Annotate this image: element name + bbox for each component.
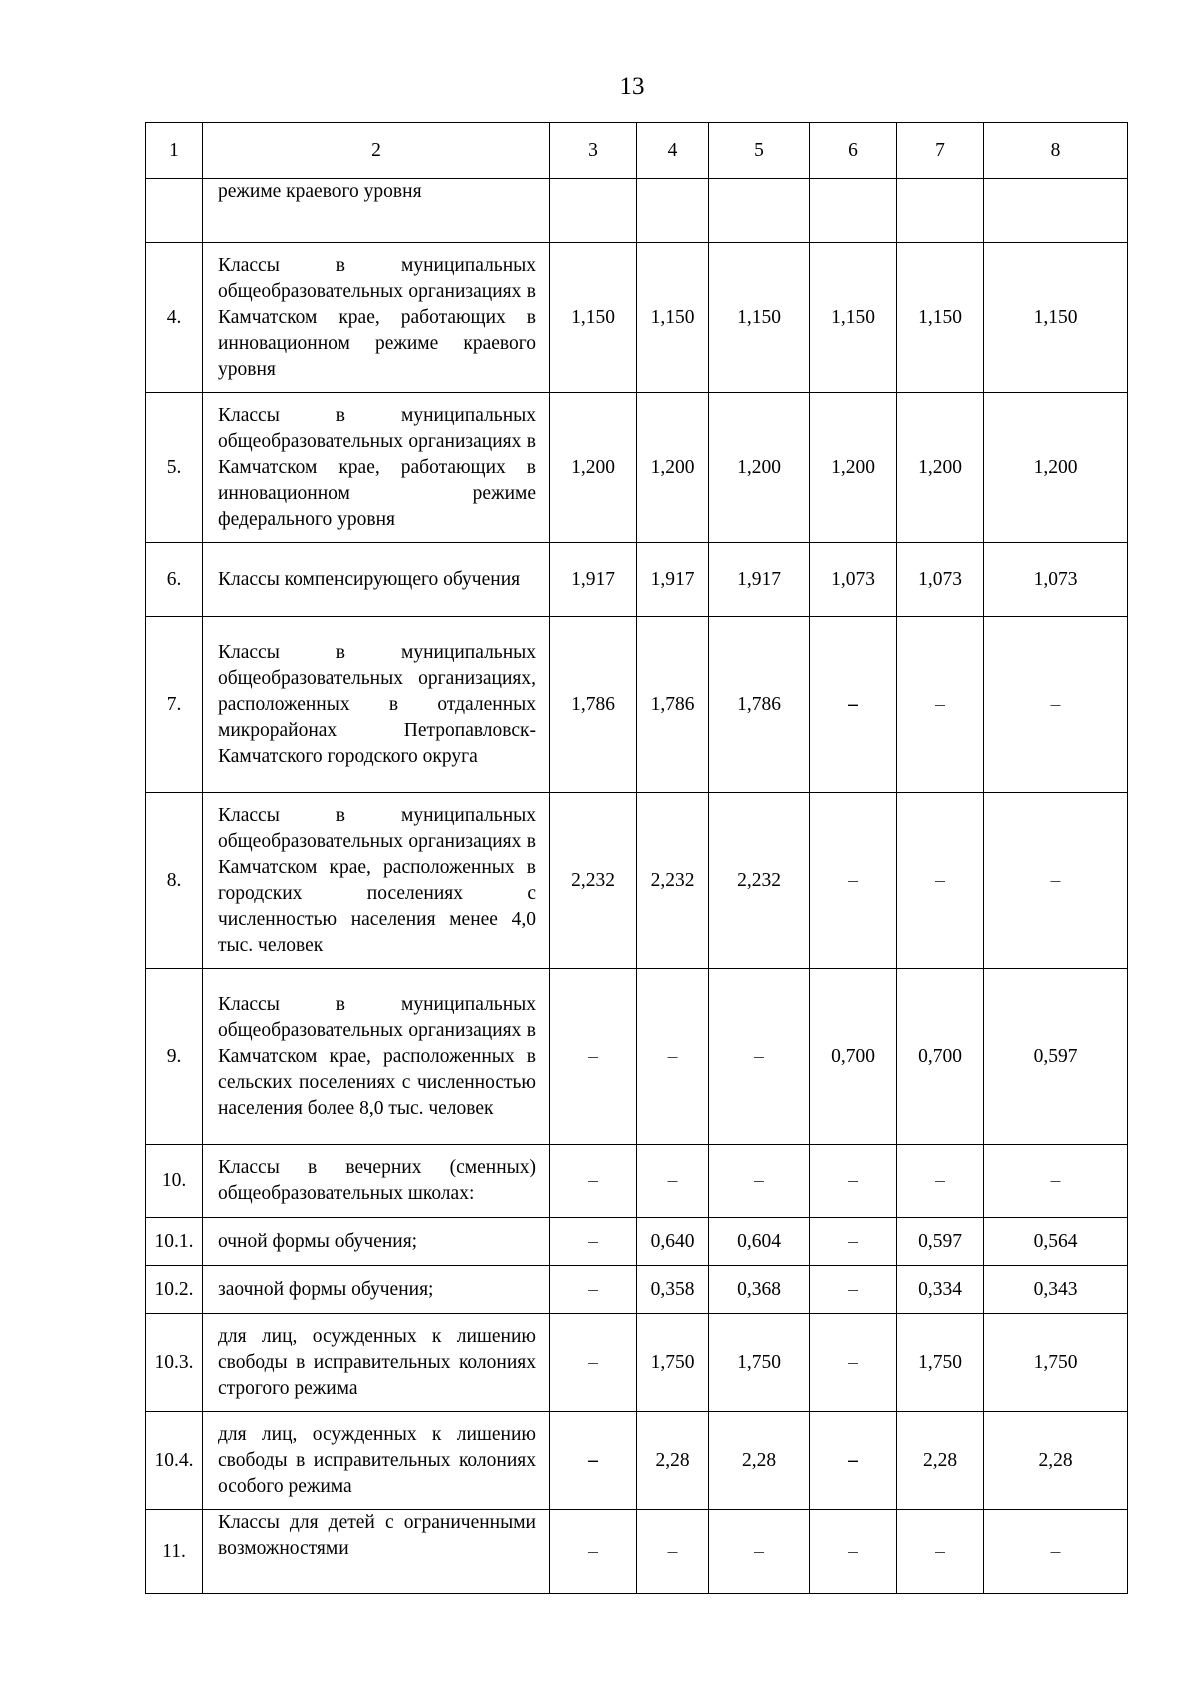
header-cell: 7 [897,123,984,179]
row-number: 8. [146,793,203,969]
row-number: 4. [146,243,203,393]
row-number: 9. [146,969,203,1145]
row-description: Классы в муниципальных общеобразовательных организациях, расположенных в отдаленных микрорайонах Петропавловск-Камчатского городского округа [203,617,550,793]
value-cell: 2,28 [897,1412,984,1510]
header-cell: 3 [550,123,637,179]
table-row [146,243,1128,393]
header-cell: 4 [637,123,709,179]
table-row [146,179,1128,243]
value-cell: – [637,1510,709,1594]
value-cell: – [550,969,637,1145]
value-cell: 2,28 [709,1412,810,1510]
row-description: Классы в муниципальных общеобразовательных организациях в Камчатском крае, работающих в инновационном режиме федерального уровня [203,393,550,543]
value-cell: – [810,1412,897,1510]
value-cell: 1,750 [897,1314,984,1412]
value-cell: 0,700 [897,969,984,1145]
table-row [146,1145,1128,1218]
row-description: Классы компенсирующего обучения [203,543,550,617]
table-row [146,1314,1128,1412]
value-cell: 1,200 [709,393,810,543]
value-cell: 1,073 [810,543,897,617]
table-body [146,179,1128,1594]
row-number: 10.1. [146,1218,203,1266]
value-cell [984,179,1128,243]
value-cell: – [810,617,897,793]
header-cell: 5 [709,123,810,179]
value-cell: 1,200 [550,393,637,543]
row-description: Классы в муниципальных общеобразовательных организациях в Камчатском крае, работающих в инновационном режиме краевого уровня [203,243,550,393]
row-description: Классы для детей с ограниченными возможностями [203,1510,550,1594]
header-cell: 2 [203,123,550,179]
value-cell: – [550,1145,637,1218]
value-cell: 1,786 [709,617,810,793]
row-description: режиме краевого уровня [203,179,550,243]
coefficients-table [145,122,1128,1594]
page-number: 13 [619,73,645,100]
table-row [146,617,1128,793]
value-cell: 1,917 [637,543,709,617]
value-cell: 0,334 [897,1266,984,1314]
value-cell [810,179,897,243]
value-cell: 0,597 [897,1218,984,1266]
row-number: 10. [146,1145,203,1218]
value-cell: 2,28 [984,1412,1128,1510]
table-row [146,1218,1128,1266]
row-number: 10.4. [146,1412,203,1510]
value-cell: 0,700 [810,969,897,1145]
row-number: 10.3. [146,1314,203,1412]
row-number: 7. [146,617,203,793]
value-cell: 1,750 [637,1314,709,1412]
value-cell: – [810,1314,897,1412]
value-cell [550,179,637,243]
value-cell: 1,073 [984,543,1128,617]
value-cell: – [550,1218,637,1266]
table-row [146,1266,1128,1314]
value-cell: 1,917 [709,543,810,617]
value-cell: – [709,1145,810,1218]
table-row [146,543,1128,617]
value-cell: – [810,1510,897,1594]
value-cell: 1,150 [897,243,984,393]
value-cell: 2,232 [550,793,637,969]
value-cell: 2,28 [637,1412,709,1510]
value-cell: – [984,793,1128,969]
value-cell: – [897,1145,984,1218]
value-cell: – [984,1145,1128,1218]
value-cell: 1,200 [810,393,897,543]
value-cell: 1,750 [709,1314,810,1412]
value-cell: 1,200 [984,393,1128,543]
value-cell: – [897,793,984,969]
value-cell: 1,073 [897,543,984,617]
table-row [146,1412,1128,1510]
value-cell [709,179,810,243]
row-description: заочной формы обучения; [203,1266,550,1314]
row-number: 5. [146,393,203,543]
value-cell: 1,200 [637,393,709,543]
value-cell: 1,750 [984,1314,1128,1412]
value-cell: 2,232 [637,793,709,969]
row-description: для лиц, осужденных к лишению свободы в исправительных колониях строгого режима [203,1314,550,1412]
table-row [146,1510,1128,1594]
value-cell: 1,150 [637,243,709,393]
value-cell: – [550,1266,637,1314]
table-row [146,969,1128,1145]
header-row [146,123,1128,179]
row-description: для лиц, осужденных к лишению свободы в исправительных колониях особого режима [203,1412,550,1510]
value-cell: – [810,793,897,969]
value-cell: – [810,1266,897,1314]
header-cell: 8 [984,123,1128,179]
row-number: 10.2. [146,1266,203,1314]
table-row [146,393,1128,543]
value-cell: 0,564 [984,1218,1128,1266]
value-cell: 0,368 [709,1266,810,1314]
row-description: Классы в муниципальных общеобразовательных организациях в Камчатском крае, расположенных в сельских поселениях с численностью населения более 8,0 тыс. человек [203,969,550,1145]
value-cell: – [637,1145,709,1218]
value-cell: 1,150 [810,243,897,393]
value-cell: 0,640 [637,1218,709,1266]
value-cell: 1,786 [550,617,637,793]
value-cell: – [550,1412,637,1510]
value-cell: 1,150 [550,243,637,393]
row-number [146,179,203,243]
value-cell: 1,200 [897,393,984,543]
value-cell: 1,150 [984,243,1128,393]
value-cell: 0,343 [984,1266,1128,1314]
row-description: Классы в муниципальных общеобразовательных организациях в Камчатском крае, расположенных в городских поселениях с численностью населения менее 4,0 тыс. человек [203,793,550,969]
row-number: 6. [146,543,203,617]
value-cell: 1,150 [709,243,810,393]
value-cell: – [897,1510,984,1594]
row-number: 11. [146,1510,203,1594]
value-cell [637,179,709,243]
value-cell: – [810,1145,897,1218]
value-cell: – [550,1510,637,1594]
header-cell: 6 [810,123,897,179]
value-cell: – [709,969,810,1145]
value-cell: 1,786 [637,617,709,793]
value-cell: – [709,1510,810,1594]
value-cell: – [550,1314,637,1412]
value-cell: – [984,617,1128,793]
value-cell: – [897,617,984,793]
table-row [146,793,1128,969]
row-description: Классы в вечерних (сменных) общеобразовательных школах: [203,1145,550,1218]
value-cell: – [984,1510,1128,1594]
value-cell: – [810,1218,897,1266]
value-cell: 1,917 [550,543,637,617]
value-cell: 0,604 [709,1218,810,1266]
value-cell [897,179,984,243]
value-cell: 0,358 [637,1266,709,1314]
value-cell: 2,232 [709,793,810,969]
row-description: очной формы обучения; [203,1218,550,1266]
header-cell: 1 [146,123,203,179]
value-cell: – [637,969,709,1145]
value-cell: 0,597 [984,969,1128,1145]
